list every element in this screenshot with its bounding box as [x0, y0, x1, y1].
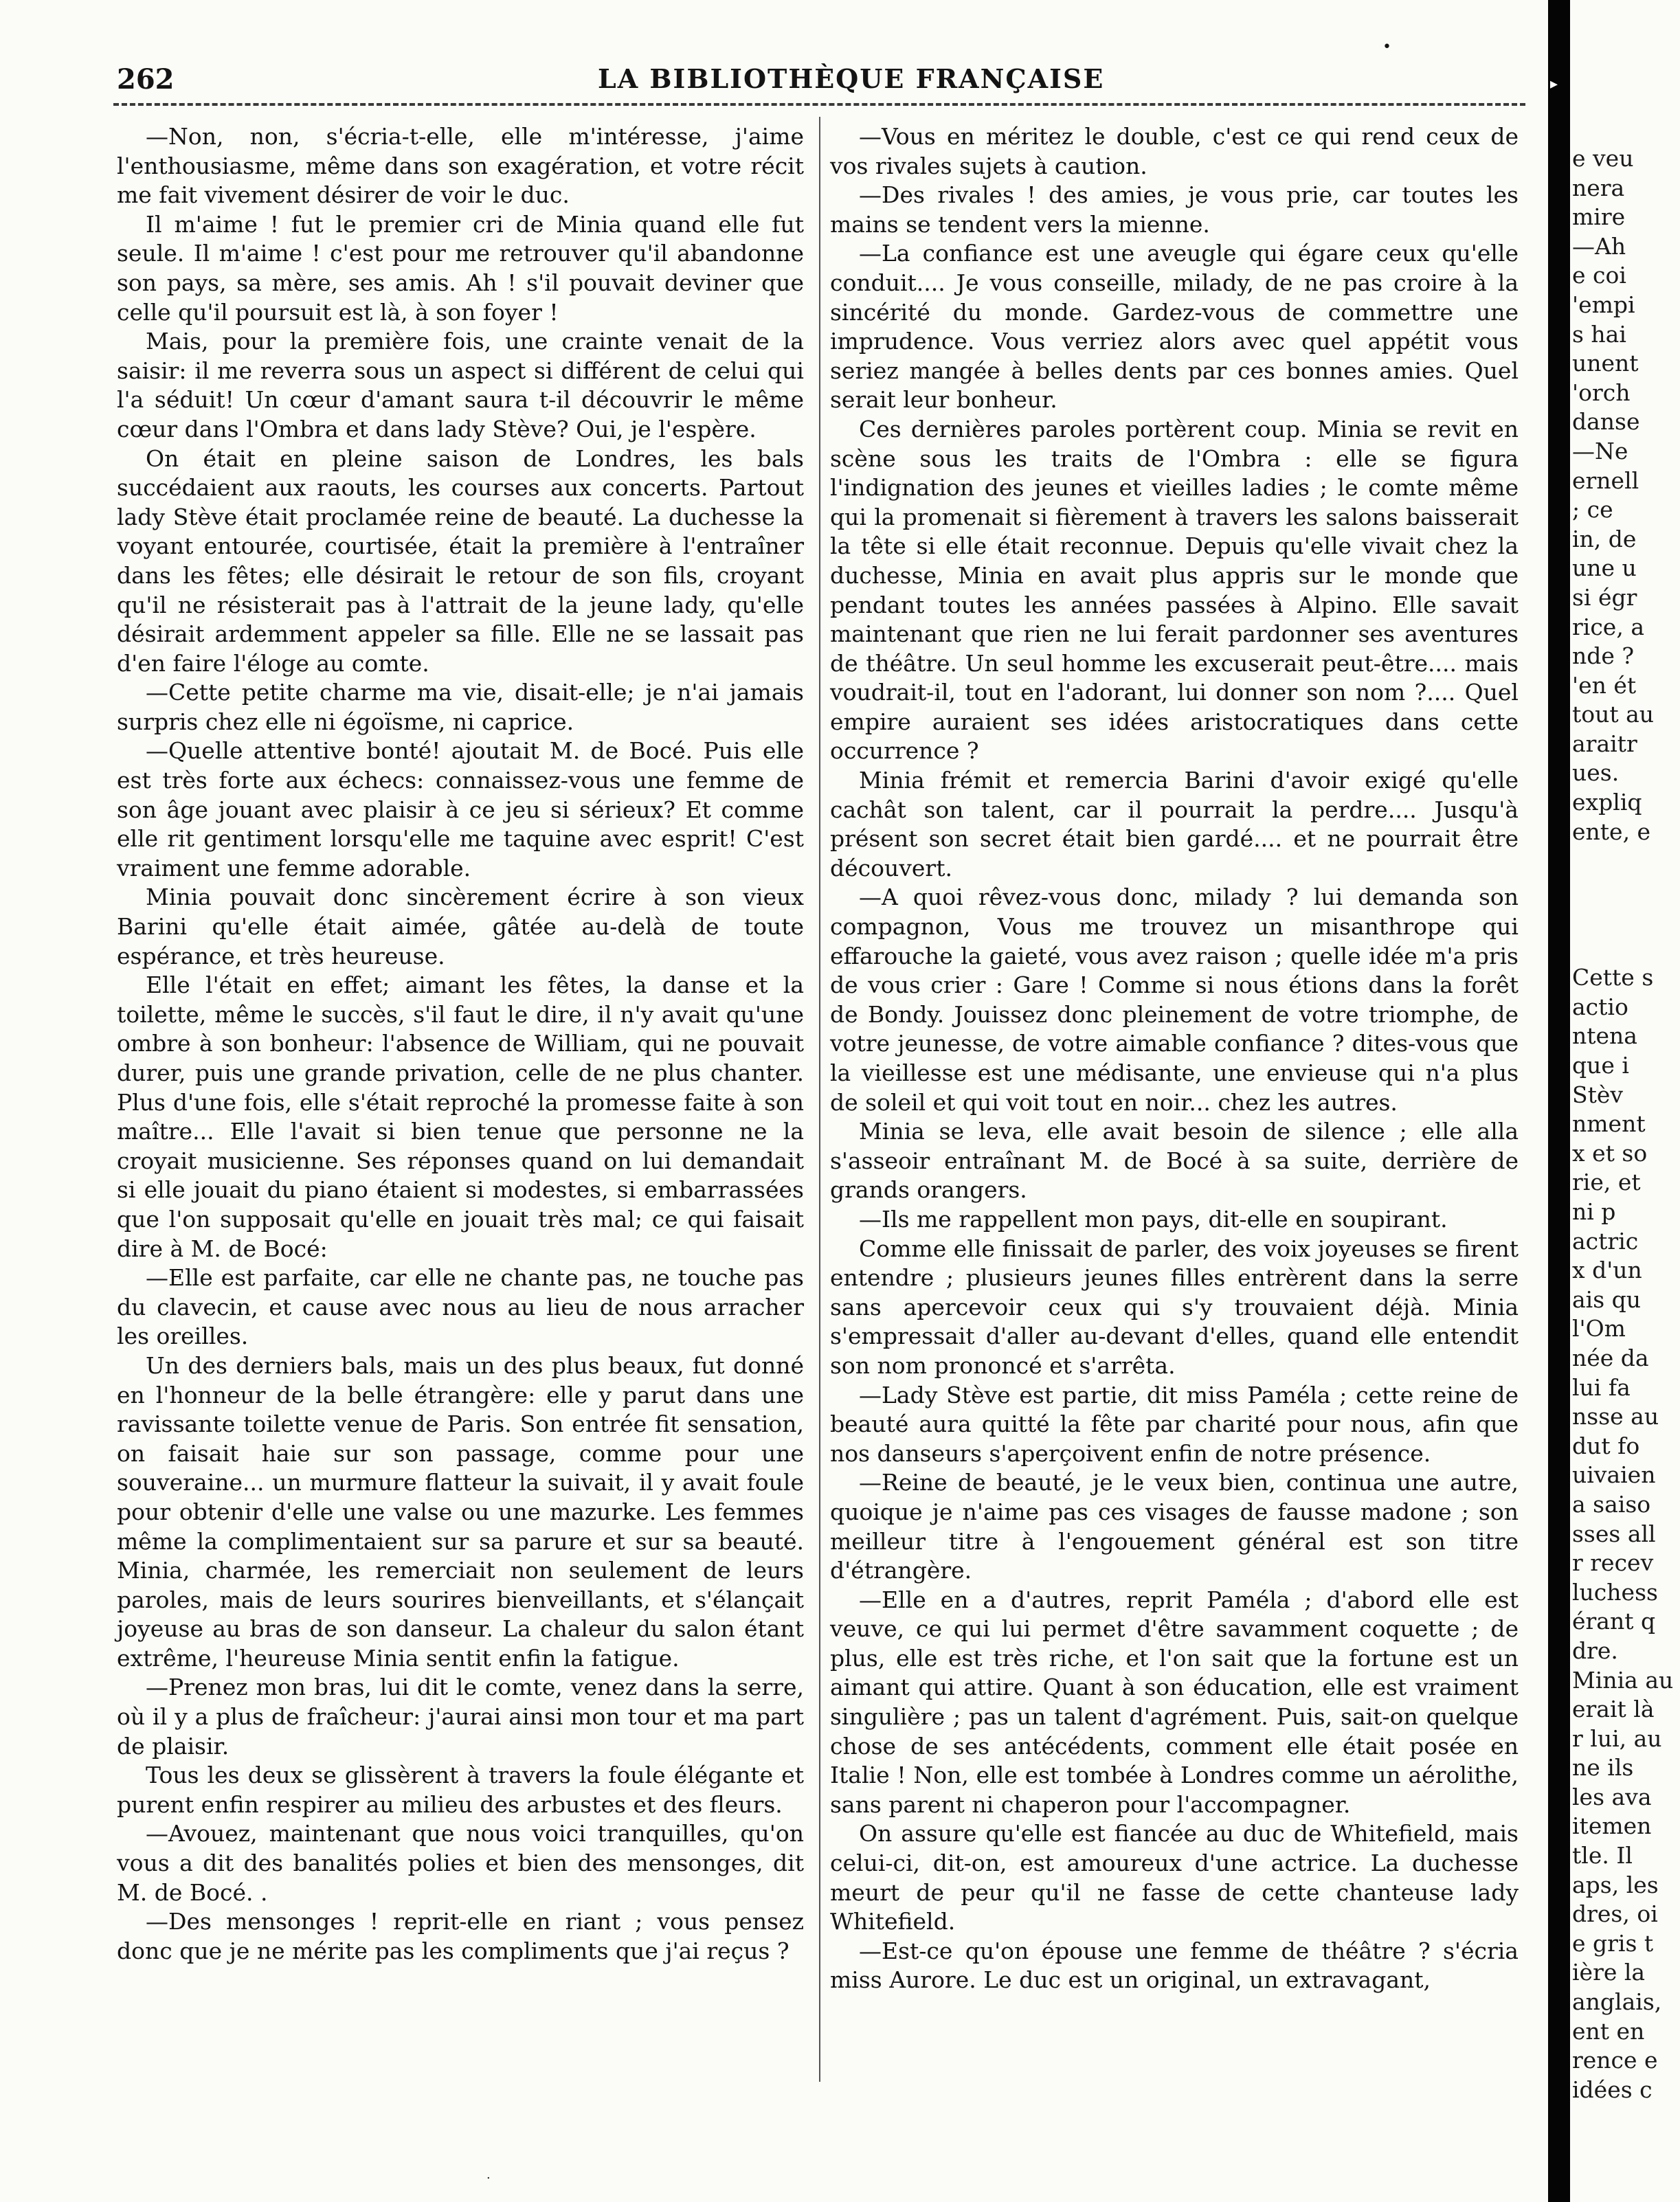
bleed-fragment: tout au — [1572, 701, 1655, 728]
bleed-fragment: x d'un — [1572, 1257, 1642, 1284]
bleed-fragment: r lui, au — [1572, 1724, 1662, 1752]
paragraph: —Reine de beauté, je le veux bien, continua une autre, quoique je n'aime pas ces visages de fausse madone ; son meilleur titre à l'engouement général est son titre d'étrangère. — [830, 1469, 1519, 1584]
bleed-fragment: rice, a — [1572, 613, 1644, 640]
bleed-fragment: in, de — [1572, 525, 1637, 552]
bleed-fragment: lui fa — [1572, 1373, 1631, 1401]
bleed-fragment: erait là — [1572, 1696, 1655, 1723]
paragraph: —Prenez mon bras, lui dit le comte, venez dans la serre, où il y a plus de fraîcheur: j'aurai ainsi mon tour et ma part de plaisir. — [117, 1674, 804, 1760]
paragraph: Minia frémit et remercia Barini d'avoir exigé qu'elle cachât son talent, car il pourrait la perdre.... Jusqu'à présent son secret était bien gardé.... et ne pourrait être découvert. — [830, 767, 1519, 881]
bleed-gap — [1572, 846, 1680, 963]
paragraph: —A quoi rêvez-vous donc, milady ? lui demanda son compagnon, Vous me trouvez un misanthrope qui effarouche la gaieté, vous avez raison ; quelle idée m'a pris de vous crier : Gare ! Comme si nous étions dans la forêt de Bondy. Jouissez donc pleinement de votre triomphe, de votre jeunesse, de votre aimable confiance ? dites-vous que la vieillesse est une médisante, une envieuse qui n'a plus de soleil et qui voit tout en noir... chez les autres. — [830, 884, 1519, 1116]
paragraph: Mais, pour la première fois, une crainte venait de la saisir: il me reverra sous un aspect si différent de celui qui l'a séduit! Un cœur d'amant saura t-il découvrir le même cœur dans l'Ombra et dans lady Stève? Oui, je l'espère. — [117, 328, 804, 442]
bleed-fragment: ent en — [1572, 2017, 1645, 2045]
bleed-fragment: unent — [1572, 350, 1639, 377]
speck-mark-bottom: · — [486, 2171, 491, 2186]
bleed-fragment: r recev — [1572, 1549, 1654, 1577]
paragraph: Comme elle finissait de parler, des voix joyeuses se firent entendre ; plusieurs jeunes filles entrèrent dans la serre sans apercevoir ceux qui s'y trouvaient déjà. Minia s'empressait d'aller au-devant d'elles, quand elle entendit son nom prononcé et s'arrêta. — [830, 1235, 1519, 1379]
bleed-fragment: ues. — [1572, 759, 1620, 787]
left-column — [117, 122, 804, 1966]
bleed-fragment: dut fo — [1572, 1432, 1640, 1459]
bleed-fragment: une u — [1572, 554, 1637, 582]
bleed-fragment: ente, e — [1572, 818, 1651, 845]
bleed-fragment: e coi — [1572, 262, 1626, 289]
speck-mark: • — [1382, 38, 1391, 56]
paragraph: Il m'aime ! fut le premier cri de Minia quand elle fut seule. Il m'aime ! c'est pour me retrouver qu'il abandonne son pays, sa mère, ses amis. Ah ! s'il pouvait deviner que celle qu'il poursuit est là, à son foyer ! — [117, 210, 804, 326]
bleed-fragment: rence e — [1572, 2047, 1658, 2074]
bleed-fragment: —Ah — [1572, 232, 1626, 260]
bleed-fragment: nsse au — [1572, 1403, 1659, 1430]
bleed-fragment: actric — [1572, 1227, 1639, 1255]
bleed-fragment: dre. — [1572, 1637, 1618, 1664]
paragraph: Elle l'était en effet; aimant les fêtes, la danse et la toilette, même le succès, s'il faut le dire, il n'y avait qu'une ombre à son bonheur: l'absence de William, qui ne pouvait durer, puis une grande privation, celle de ne plus chanter. Plus d'une fois, elle s'était reproché la promesse faite à son maître... Elle l'avait si bien tenue que personne ne la croyait musicienne. Ses réponses quand on lui demandait si elle jouait du piano étaient si modestes, si embarrassées que l'on supposait qu'elle en jouait très mal; ce qui faisait dire à M. de Bocé: — [117, 971, 804, 1262]
bleed-fragment: actio — [1572, 993, 1628, 1020]
bleed-fragment: mire — [1572, 203, 1626, 231]
bleed-fragment: itemen — [1572, 1812, 1652, 1840]
bleed-fragment: l'Om — [1572, 1315, 1626, 1342]
paragraph: On assure qu'elle est fiancée au duc de Whitefield, mais celui-ci, dit-on, est amoureux d'une actrice. La duchesse meurt de peur qu'il ne fasse de cette chanteuse lady Whitefield. — [830, 1820, 1519, 1935]
bleed-fragment: uivaien — [1572, 1461, 1656, 1489]
bleed-fragment: nera — [1572, 174, 1625, 201]
bleed-fragment: ernell — [1572, 467, 1639, 494]
scan-edge-arrow-icon: ▸ — [1550, 76, 1558, 93]
paragraph: —Des rivales ! des amies, je vous prie, car toutes les mains se tendent vers la mienne. — [830, 181, 1519, 238]
bleed-fragment: ais qu — [1572, 1285, 1642, 1313]
bleed-fragment: danse — [1572, 408, 1640, 436]
bleed-fragment: ntena — [1572, 1022, 1637, 1050]
bleed-fragment: rie, et — [1572, 1169, 1641, 1196]
paragraph: —Lady Stève est partie, dit miss Paméla ; cette reine de beauté aura quitté la fête par charité pour nous, afin que nos danseurs s'aperçoivent enfin de notre présence. — [830, 1381, 1519, 1467]
paragraph: Minia se leva, elle avait besoin de silence ; elle alla s'asseoir entraînant M. de Bocé à sa suite, derrière de grands orangers. — [830, 1118, 1519, 1204]
bleed-fragment: luchess — [1572, 1578, 1658, 1606]
bleed-fragment: Minia au — [1572, 1666, 1674, 1694]
bleed-fragment: expliq — [1572, 789, 1642, 816]
running-title: LA BIBLIOTHÈQUE FRANÇAISE — [598, 63, 1105, 94]
bleed-fragment: sses all — [1572, 1520, 1656, 1547]
bleed-fragment: Stèv — [1572, 1081, 1624, 1108]
scan-edge-strip — [1548, 0, 1570, 2202]
paragraph: Un des derniers bals, mais un des plus beaux, fut donné en l'honneur de la belle étrangère: elle y parut dans une ravissante toilette venue de Paris. Son entrée fit sensation, on faisait haie sur son passage, comme pour une souveraine... un murmure flatteur la suivait, il y avait foule pour obtenir d'elle une valse ou une mazurke. Les femmes même la complimentaient sur sa parure et sur sa beauté. Minia, charmée, les remerciait non seulement de leurs paroles, mais de leurs sourires bienveillants, et s'élançait joyeuse au bras de son danseur. La chaleur du salon étant extrême, l'heureuse Minia sentit enfin la fatigue. — [117, 1351, 804, 1672]
paragraph: Ces dernières paroles portèrent coup. Minia se revit en scène sous les traits de l'Ombra : elle se figura l'indignation des jeunes et vieilles ladies ; le comte même qui la promenait si fièrement à travers les salons baisserait la tête si elle était reconnue. Depuis qu'elle vivait chez la duchesse, Minia en avait plus appris sur le monde que pendant toutes les années passées à Alpino. Elle savait maintenant que rien ne lui ferait pardonner ses aventures de théâtre. Un seul homme les excuserait peut-être.... mais voudrait-il, tout en l'adorant, lui donner son nom ?.... Quel empire auraient ses idées aristocratiques dans cette occurrence ? — [830, 415, 1519, 765]
next-page-bleed — [1572, 144, 1680, 2104]
header-rule — [113, 103, 1525, 106]
bleed-fragment: ni p — [1572, 1198, 1616, 1225]
paragraph: —Quelle attentive bonté! ajoutait M. de Bocé. Puis elle est très forte aux échecs: connaissez-vous une femme de son âge jouant avec plaisir à ce jeu si sérieux? Et comme elle rit gentiment lorsqu'elle me taquine avec esprit! C'est vraiment une femme adorable. — [117, 737, 804, 881]
bleed-fragment: 'orch — [1572, 379, 1631, 406]
paragraph: —Elle est parfaite, car elle ne chante pas, ne touche pas du clavecin, et cause avec nous au lieu de nous arracher les oreilles. — [117, 1264, 804, 1350]
paragraph: —Est-ce qu'on épouse une femme de théâtre ? s'écria miss Aurore. Le duc est un original, un extravagant, — [830, 1937, 1519, 1994]
bleed-fragment: Cette s — [1572, 964, 1654, 991]
right-column — [830, 122, 1519, 1995]
bleed-fragment: —Ne — [1572, 437, 1628, 464]
page-number: 262 — [117, 63, 175, 96]
bleed-fragment: les ava — [1572, 1783, 1652, 1810]
bleed-fragment: idées c — [1572, 2076, 1653, 2103]
paragraph: On était en pleine saison de Londres, les bals succédaient aux raouts, les courses aux concerts. Partout lady Stève était proclamée reine de beauté. La duchesse la voyant entourée, courtisée, était la première à l'entraîner dans les fêtes; elle désirait le retour de son fils, croyant qu'il ne résisterait pas à l'attrait de la jeune lady, qu'elle désirait ardemment appeler sa fille. Elle ne se lassait pas d'en faire l'éloge au comte. — [117, 445, 804, 677]
paragraph: —La confiance est une aveugle qui égare ceux qu'elle conduit.... Je vous conseille, milady, de ne pas croire à la sincérité du monde. Gardez-vous de commettre une imprudence. Vous verriez alors avec quel appétit vous seriez mangée à belles dents par ces bonnes amies. Quel serait leur bonheur. — [830, 240, 1519, 414]
paragraph: Tous les deux se glissèrent à travers la foule élégante et purent enfin respirer au milieu des arbustes et des fleurs. — [117, 1762, 804, 1818]
bleed-fragment: aps, les — [1572, 1871, 1659, 1898]
bleed-fragment: 'en ét — [1572, 671, 1637, 699]
bleed-fragment: araitr — [1572, 730, 1637, 757]
bleed-fragment: si égr — [1572, 583, 1637, 611]
bleed-fragment: e veu — [1572, 145, 1634, 172]
paragraph: —Cette petite charme ma vie, disait-elle; je n'ai jamais surpris chez elle ni égoïsme, ni caprice. — [117, 679, 804, 735]
bleed-fragment: tle. Il — [1572, 1842, 1633, 1869]
column-divider — [819, 117, 820, 2082]
paragraph: —Non, non, s'écria-t-elle, elle m'intéresse, j'aime l'enthousiasme, même dans son exagération, et votre récit me fait vivement désirer de voir le duc. — [117, 123, 804, 209]
paragraph: —Vous en méritez le double, c'est ce qui rend ceux de vos rivales sujets à caution. — [830, 123, 1519, 179]
bleed-fragment: 'empi — [1572, 291, 1635, 318]
bleed-fragment: nde ? — [1572, 642, 1635, 670]
bleed-fragment: e gris t — [1572, 1929, 1654, 1957]
bleed-fragment: que i — [1572, 1052, 1629, 1079]
bleed-fragment: dres, oi — [1572, 1900, 1658, 1928]
paragraph: Minia pouvait donc sincèrement écrire à son vieux Barini qu'elle était aimée, gâtée au-delà de toute espérance, et très heureuse. — [117, 884, 804, 969]
paragraph: —Des mensonges ! reprit-elle en riant ; vous pensez donc que je ne mérite pas les compliments que j'ai reçus ? — [117, 1908, 804, 1964]
bleed-fragment: ; ce — [1572, 496, 1613, 524]
paragraph: —Avouez, maintenant que nous voici tranquilles, qu'on vous a dit des banalités polies et bien des mensonges, dit M. de Bocé. . — [117, 1820, 804, 1906]
paragraph: —Elle en a d'autres, reprit Paméla ; d'abord elle est veuve, ce qui lui permet d'être savamment coquette ; de plus, elle est très riche, et l'on sait que la fortune est un aimant qui attire. Quant à son éducation, elle est vraiment singulière ; pas un talent d'agrément. Puis, sait-on quelque chose de ses antécédents, comment elle était posée en Italie ! Non, elle est tombée à Londres comme un aérolithe, sans parent ni chaperon pour l'accompagner. — [830, 1586, 1519, 1818]
bleed-fragment: nment — [1572, 1110, 1646, 1138]
paragraph: —Ils me rappellent mon pays, dit-elle en soupirant. — [859, 1205, 1448, 1233]
bleed-fragment: érant q — [1572, 1608, 1656, 1635]
bleed-fragment: ne ils — [1572, 1754, 1634, 1782]
bleed-fragment: ière la — [1572, 1959, 1646, 1986]
bleed-fragment: née da — [1572, 1344, 1649, 1371]
bleed-fragment: x et so — [1572, 1139, 1648, 1167]
bleed-fragment: a saiso — [1572, 1490, 1651, 1518]
bleed-fragment: s hai — [1572, 320, 1626, 348]
bleed-fragment: anglais, — [1572, 1988, 1662, 2016]
